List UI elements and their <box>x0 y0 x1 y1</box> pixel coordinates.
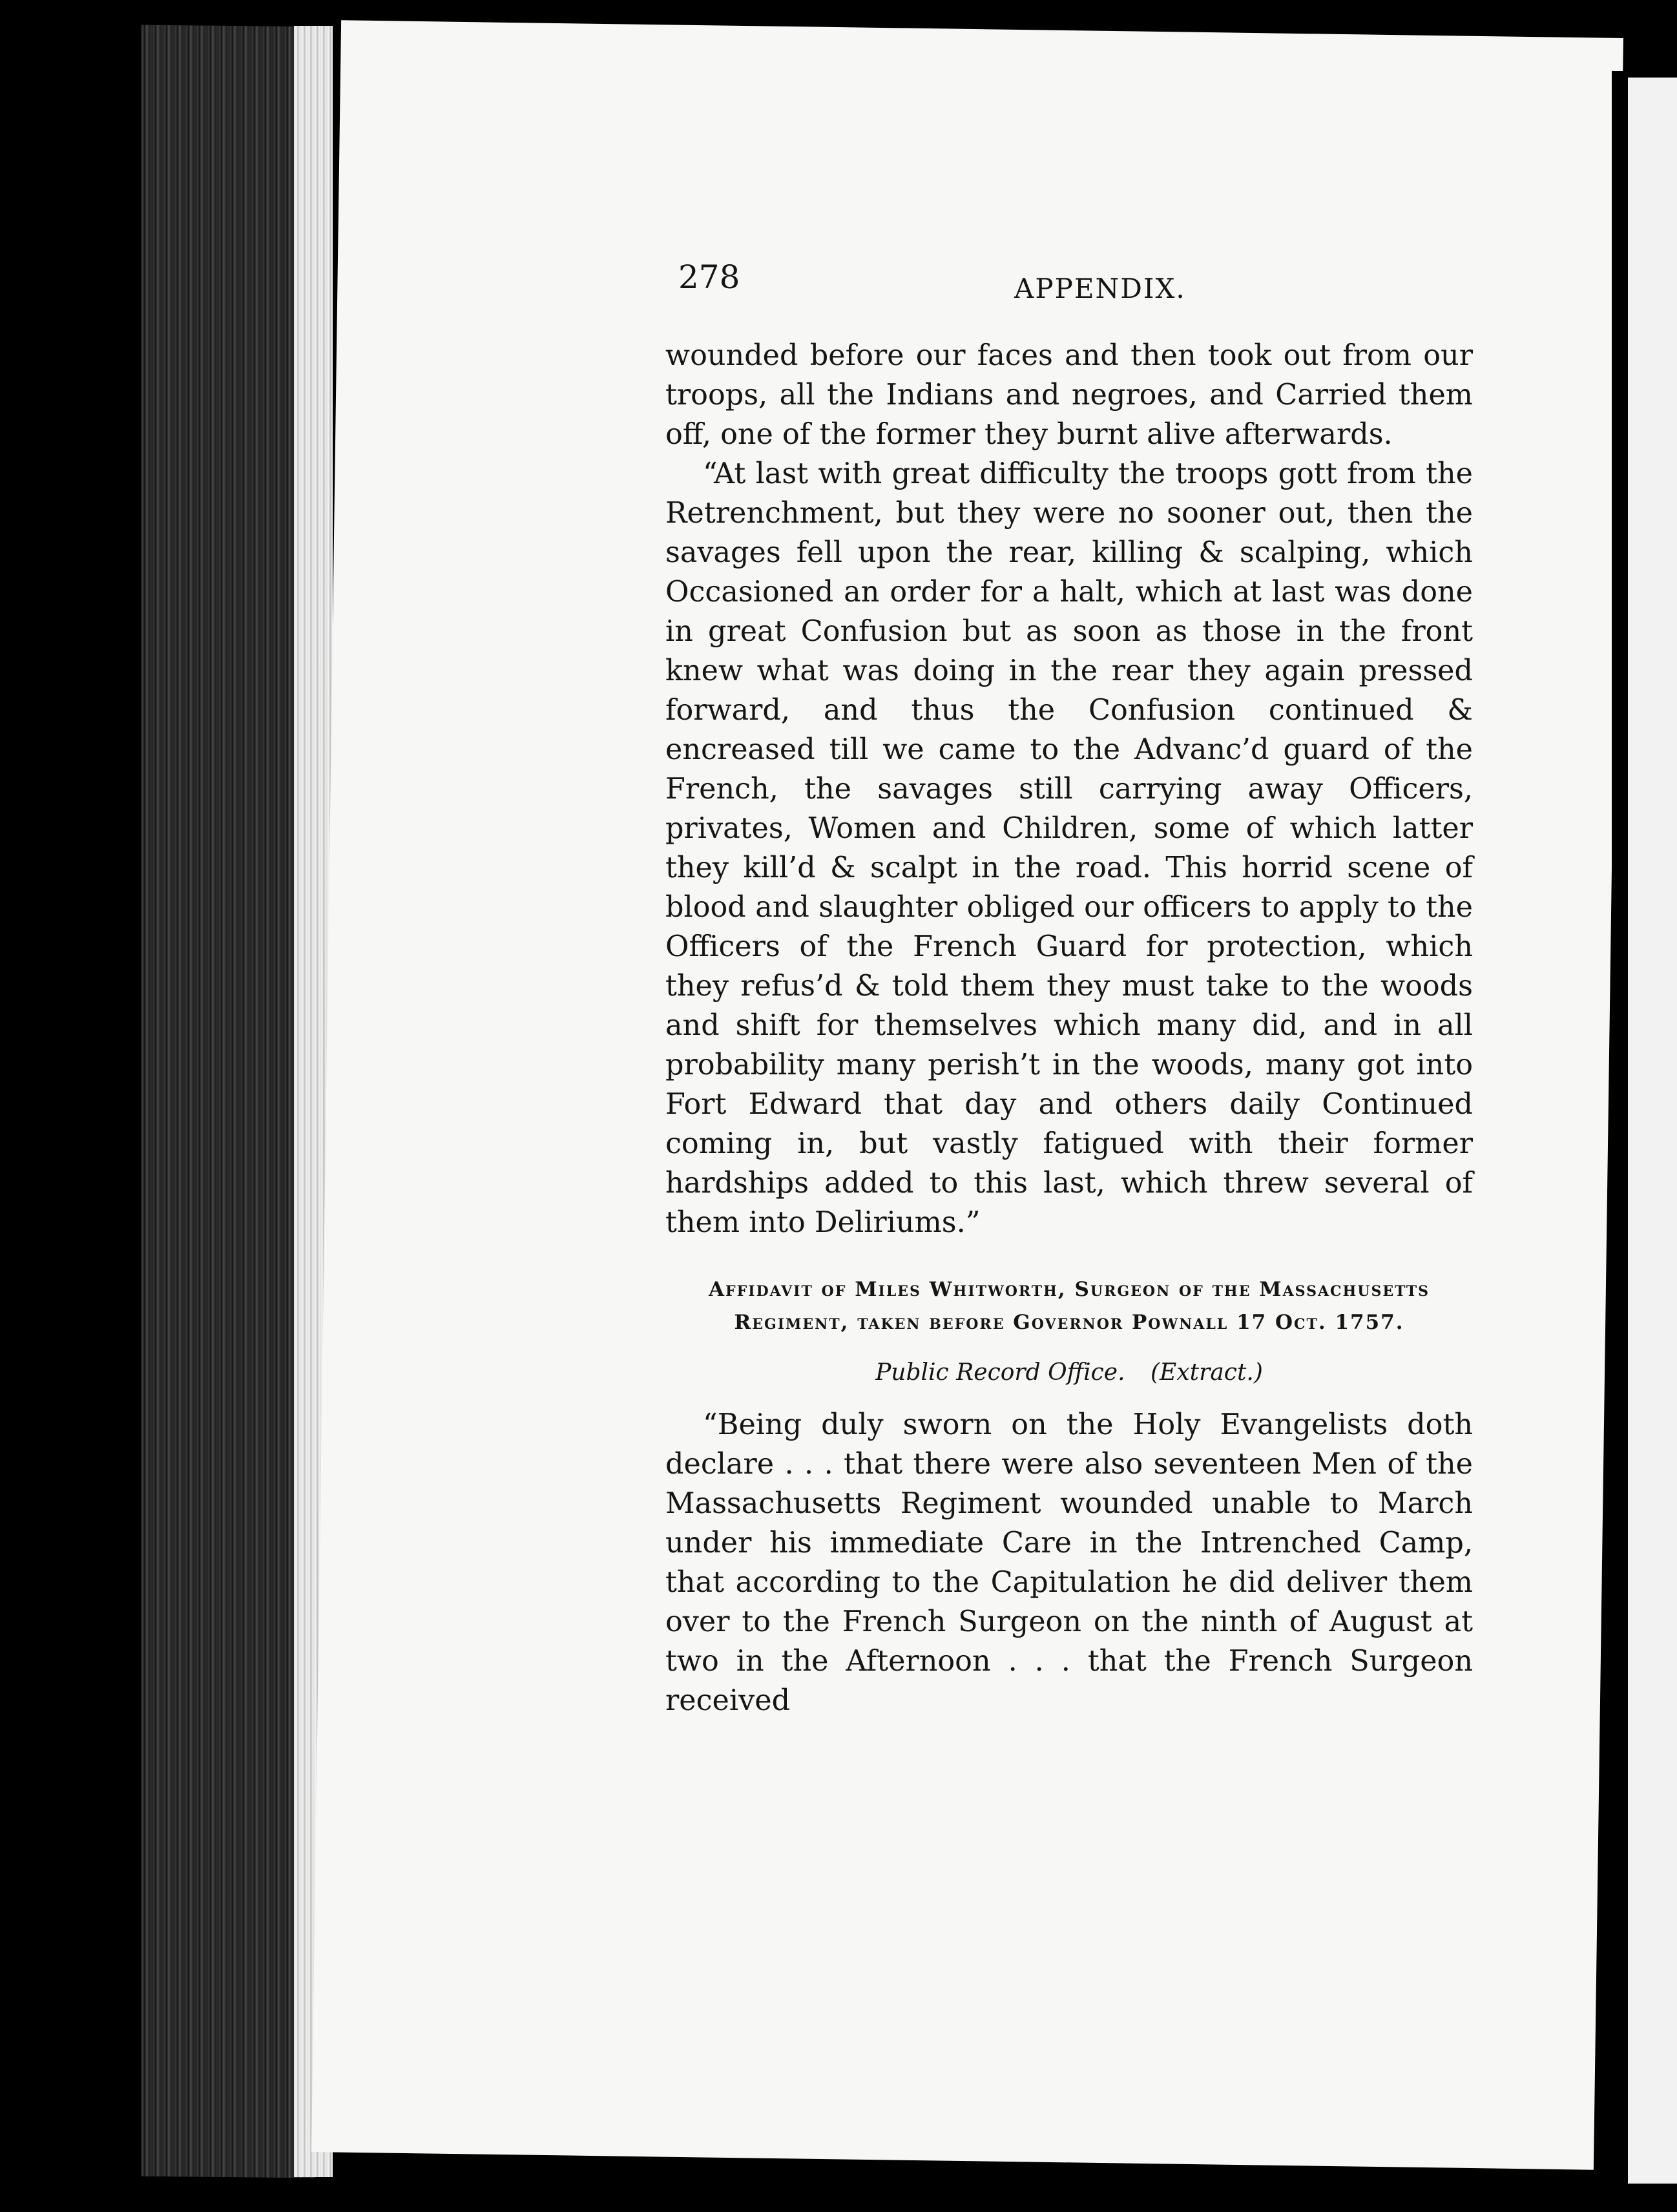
page-text <box>665 258 1473 1720</box>
affidavit-heading-line-2: Regiment, taken before Governor Pownall 17 Oct. 1757. <box>734 1311 1404 1334</box>
running-title: APPENDIX. <box>1014 273 1186 304</box>
facing-page-edge <box>1628 78 1677 2184</box>
running-head <box>665 258 1473 336</box>
source-line <box>665 1353 1473 1392</box>
paragraph-quotation: “At last with great difficulty the troops gott from the Retrenchment, but they were no sooner out, then the savages fell upon the rear, killing & scalping, which Occasioned an order for a halt, which at last was done in great Confusion but as soon as those in the front knew what was doing in the rear they again pressed forward, and thus the Confusion continued & encreased till we came to the Advanc’d guard of the French, the savages still carrying away Officers, privates, Women and Children, some of which latter they kill’d & scalpt in the road. This horrid scene of blood and slaughter obliged our officers to apply to the Officers of the French Guard for protection, which they refus’d & told them they must take to the woods and shift for themselves which many did, and in all probability many perish’t in the woods, many got into Fort Edward that day and others daily Continued coming in, but vastly fatigued with their former hardships added to this last, which threw several of them into Deliriums.” <box>665 457 1473 1239</box>
affidavit-heading-line-1: Affidavit of Miles Whitworth, Surgeon of the Massachusetts <box>708 1278 1430 1301</box>
page-number: 278 <box>678 258 740 296</box>
source-name: Public Record Office. <box>875 1359 1125 1386</box>
paragraph-continued: wounded before our faces and then took out from our troops, all the Indians and negroes, and Carried them off, one of the former they burnt alive afterwards. <box>665 339 1473 451</box>
book-spine-edge <box>141 25 315 2178</box>
paragraph-affidavit: “Being duly sworn on the Holy Evangelists doth declare . . . that there were also seventeen Men of the Massachusetts Regiment wounded unable to March under his immediate Care in the Intrenched Camp, that according to the Capitulation he did deliver them over to the French Surgeon on the ninth of August at two in the Afternoon . . . that the French Surgeon received <box>665 1408 1473 1717</box>
section-spacer <box>665 1242 1473 1273</box>
source-note: (Extract.) <box>1151 1359 1263 1386</box>
